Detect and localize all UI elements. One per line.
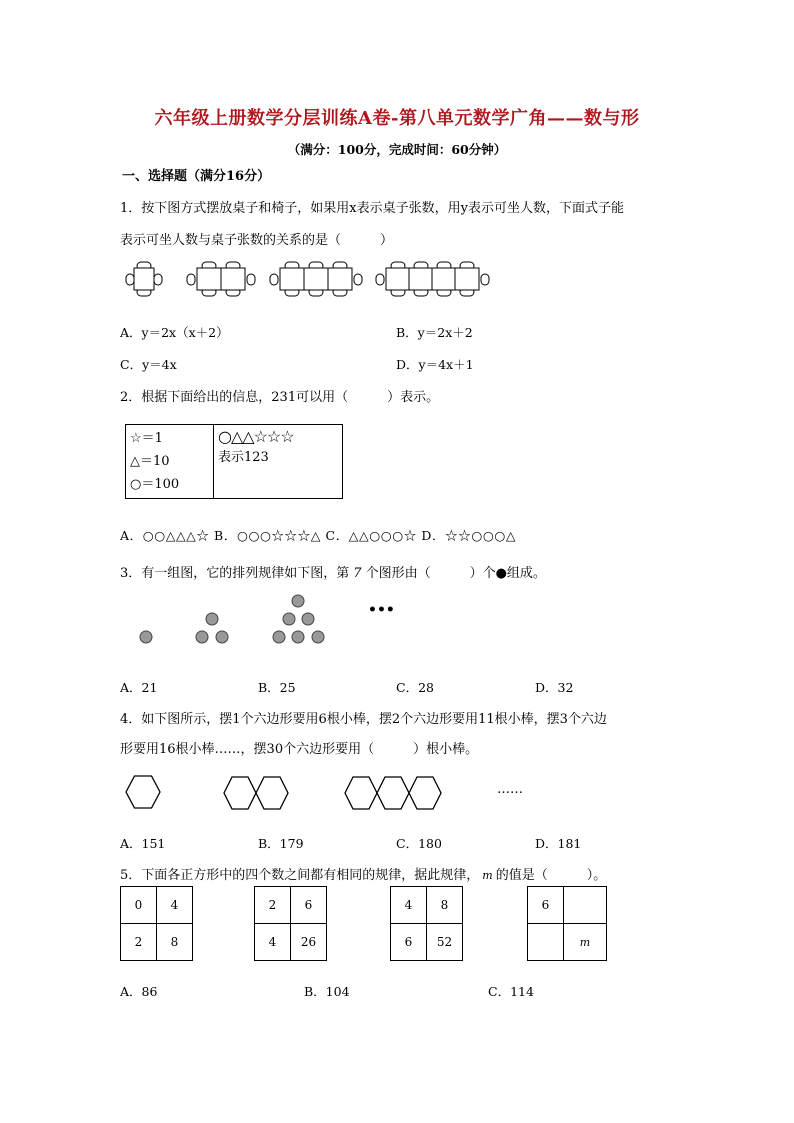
q3-option-c: C．28	[396, 680, 434, 695]
grid-cell-m: m	[564, 924, 607, 961]
q4-option-c: C．180	[396, 836, 442, 851]
grid-cell: 2	[255, 887, 291, 924]
q3-text-before: 3．有一组图，它的排列规律如下图，第	[120, 566, 350, 581]
dot	[312, 631, 324, 643]
grid-cell: 4	[157, 887, 193, 924]
q3-number: 7	[353, 566, 362, 581]
q5-grid-2	[254, 886, 327, 961]
section-heading: 一、选择题（满分16分）	[122, 169, 271, 184]
q2-legend-star: ☆＝1	[130, 431, 163, 446]
grid-cell: 0	[121, 887, 157, 924]
page-subtitle: （满分：100分，完成时间：60分钟）	[287, 142, 507, 157]
q2-legend-circle: ○＝100	[130, 477, 180, 492]
q2-text: 2．根据下面给出的信息，231可以用（ ）表示。	[120, 390, 440, 405]
grid-cell: 52	[427, 924, 463, 961]
grid-cell: 26	[291, 924, 327, 961]
hexagon	[409, 777, 441, 809]
q4-option-d: D．181	[535, 836, 582, 851]
q4-text-line1: 4．如下图所示，摆1个六边形要用6根小棒，摆2个六边形要用11根小棒，摆3个六边	[120, 712, 607, 727]
dot	[273, 631, 285, 643]
q4-option-a: A．151	[120, 836, 166, 851]
q5-option-b: B．104	[304, 984, 350, 999]
q4-option-b: B．179	[258, 836, 304, 851]
grid-cell: 8	[157, 924, 193, 961]
q3-text	[120, 562, 546, 581]
dot	[206, 613, 218, 625]
grid-cell: 6	[291, 887, 327, 924]
grid-cell: 6	[391, 924, 427, 961]
dot	[140, 631, 152, 643]
q2-example	[214, 425, 343, 499]
q4-text-line2: 形要用16根小棒……，摆30个六边形要用（ ）根小棒。	[120, 742, 479, 757]
q5-var: m	[482, 869, 493, 882]
q5-grid-3	[390, 886, 463, 961]
grid-cell: 4	[255, 924, 291, 961]
dot	[283, 613, 295, 625]
dot	[196, 631, 208, 643]
q3-option-a: A．21	[120, 680, 158, 695]
dot	[292, 631, 304, 643]
q1-tables-figure	[0, 258, 794, 318]
q4-hexagons-figure	[0, 773, 794, 823]
hexagon	[256, 777, 288, 809]
q1-text-line2: 表示可坐人数与桌子张数的关系的是（ ）	[120, 233, 394, 248]
q5-grid-4	[527, 886, 607, 961]
q5-grid-1	[120, 886, 193, 961]
grid-cell	[564, 887, 607, 924]
q1-option-d: D．y＝4x＋1	[396, 357, 474, 372]
q2-example-text: 表示123	[218, 450, 269, 465]
hexagon	[345, 777, 377, 809]
q2-example-shapes: ○△△☆☆☆	[218, 427, 294, 446]
q1-text-line1: 1．按下图方式摆放桌子和椅子，如果用x表示桌子张数，用y表示可坐人数，下面式子能	[120, 201, 624, 216]
dot	[292, 595, 304, 607]
q5-option-c: C．114	[488, 984, 534, 999]
q2-legend-key	[126, 425, 214, 499]
q1-option-c: C．y＝4x	[120, 357, 177, 372]
q5-option-a: A．86	[120, 984, 158, 999]
q5-text-before: 5．下面各正方形中的四个数之间都有相同的规律，据此规律，	[120, 868, 480, 883]
q2-legend-box	[125, 424, 343, 499]
hexagon	[224, 777, 256, 809]
q2-options: A．○○△△△☆ B．○○○☆☆☆△ C．△△○○○☆ D．☆☆○○○△	[120, 528, 517, 543]
grid-cell: 4	[391, 887, 427, 924]
q3-text-after: 个图形由（ ）个●组成。	[365, 566, 546, 581]
hexagon	[126, 776, 160, 808]
q1-option-b: B．y＝2x＋2	[396, 325, 473, 340]
hexagon	[377, 777, 409, 809]
q3-dots-figure	[0, 590, 794, 650]
grid-cell: 6	[528, 887, 564, 924]
grid-cell: 2	[121, 924, 157, 961]
q3-option-b: B．25	[258, 680, 296, 695]
q2-legend-triangle: △＝10	[130, 454, 170, 469]
q4-ellipsis: ……	[497, 782, 523, 797]
dot	[302, 613, 314, 625]
q5-text-after: 的值是（ ）。	[495, 868, 607, 883]
grid-cell: 8	[427, 887, 463, 924]
q1-option-a: A．y＝2x（x＋2）	[120, 325, 229, 340]
q3-ellipsis: •••	[368, 602, 395, 618]
page-title: 六年级上册数学分层训练A卷-第八单元数学广角——数与形	[154, 108, 640, 129]
q3-option-d: D．32	[535, 680, 574, 695]
grid-cell	[528, 924, 564, 961]
dot	[216, 631, 228, 643]
q5-text	[120, 864, 606, 883]
